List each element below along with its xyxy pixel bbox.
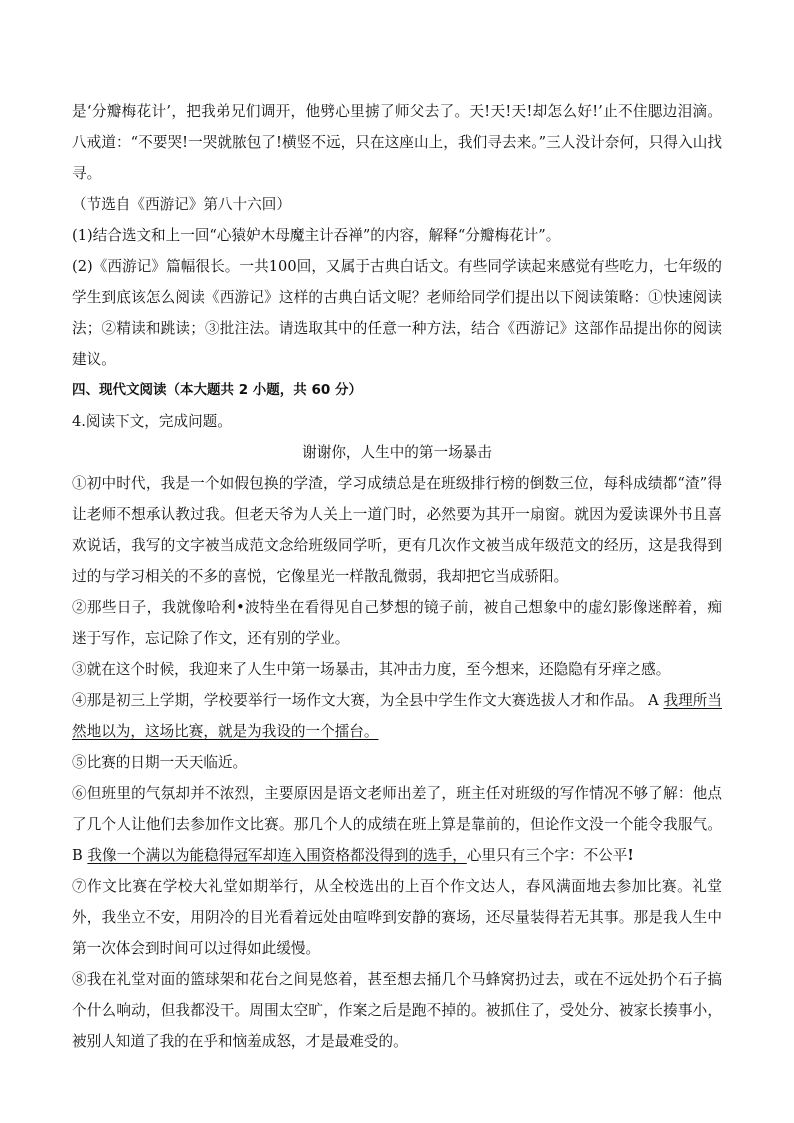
underlined-sentence-a: 我理所当然地以为，这场比赛，就是为我设的一个擂台。: [72, 692, 722, 740]
underlined-sentence-b: 我像一个满以为能稳得冠军却连入围资格都没得到的选手，: [87, 847, 467, 864]
article-title: 谢谢你，人生中的第一场暴击: [302, 444, 492, 461]
document-body: [72, 96, 722, 1057]
exclamation-mark: !: [627, 847, 634, 864]
article-paragraph-8: ⑧我在礼堂对面的篮球架和花台之间晃悠着，甚至想去捅几个马蜂窝扔过去，或在不远处扔个石子搞个什么响动，但我都没干。周围太空旷，作案之后是跑不掉的。被抓住了，受处分、被家长揍事小，被别人知道了我的在乎和恼羞成怒，才是最难受的。: [72, 971, 722, 1050]
article-paragraph-3: ③就在这个时候，我迎来了人生中第一场暴击，其冲击力度，至今想来，还隐隐有牙痒之感。: [72, 661, 671, 678]
question-1: (1)结合选文和上一回“心猿妒木母魔主计吞禅”的内容，解释“分瓣梅花计”。: [72, 227, 561, 244]
article-paragraph-4: [72, 685, 722, 747]
passage-end: 是‘分瓣梅花计’，把我弟兄们调开，他劈心里掳了师父去了。天!天!天!却怎么好!’止不住腮边泪滴。八戒道：“不要哭!一哭就脓包了!横竖不远，只在这座山上，我们寻去来。”三人没计奈何，只得入山找寻。: [72, 103, 722, 182]
article-paragraph-6: [72, 778, 722, 871]
question-2: (2)《西游记》篇幅很长。一共100回，又属于古典白话文。有些同学读起来感觉有些吃力，七年级的学生到底该怎么阅读《西游记》这样的古典白话文呢？老师给同学们提出以下阅读策略：①快速阅读法；②精读和跳读；③批注法。请选取其中的任意一种方法，结合《西游记》这部作品提出你的阅读建议。: [72, 258, 722, 368]
article-paragraph-1: ①初中时代，我是一个如假包换的学渣，学习成绩总是在班级排行榜的倒数三位，每科成绩都“渣”得让老师不想承认教过我。但老天爷为人关上一道门时，必然要为其开一扇窗。就因为爱读课外书且喜欢说话，我写的文字被当成范文念给班级同学听，更有几次作文被当成年级范文的经历，这是我得到过的与学习相关的不多的喜悦，它像星光一样散乱微弱，我却把它当成骄阳。: [72, 475, 722, 585]
passage-source: （节选自《西游记》第八十六回）: [72, 196, 291, 213]
article-paragraph-5: ⑤比赛的日期一天天临近。: [72, 754, 248, 771]
section-heading: 四、现代文阅读（本大题共 2 小题，共 60 分）: [72, 382, 362, 398]
paragraph-6-text: ⑥但班里的气氛却并不浓烈，主要原因是语文老师出差了，班主任对班级的写作情况不够了解：他点了几个人让他们去参加作文比赛。那几个人的成绩在班上算是靠前的，但论作文没一个能令我服气。 B: [72, 785, 722, 864]
paragraph-4-text: ④那是初三上学期，学校要举行一场作文大赛，为全县中学生作文大赛选拔人才和作品。 A: [72, 692, 664, 709]
section-instruction: 4.阅读下文，完成问题。: [72, 413, 232, 430]
article-paragraph-7: ⑦作文比赛在学校大礼堂如期举行，从全校选出的上百个作文达人，春风满面地去参加比赛。礼堂外，我坐立不安，用阴冷的目光看着远处由喧哗到安静的赛场，还尽量装得若无其事。那是我人生中第一次体会到时间可以过得如此缓慢。: [72, 878, 722, 957]
article-paragraph-2: ②那些日子，我就像哈利•波特坐在看得见自己梦想的镜子前，被自己想象中的虚幻影像迷醉着，痴迷于写作，忘记除了作文，还有别的学业。: [72, 599, 722, 647]
paragraph-6-tail: 心里只有三个字：不公平: [466, 847, 628, 864]
